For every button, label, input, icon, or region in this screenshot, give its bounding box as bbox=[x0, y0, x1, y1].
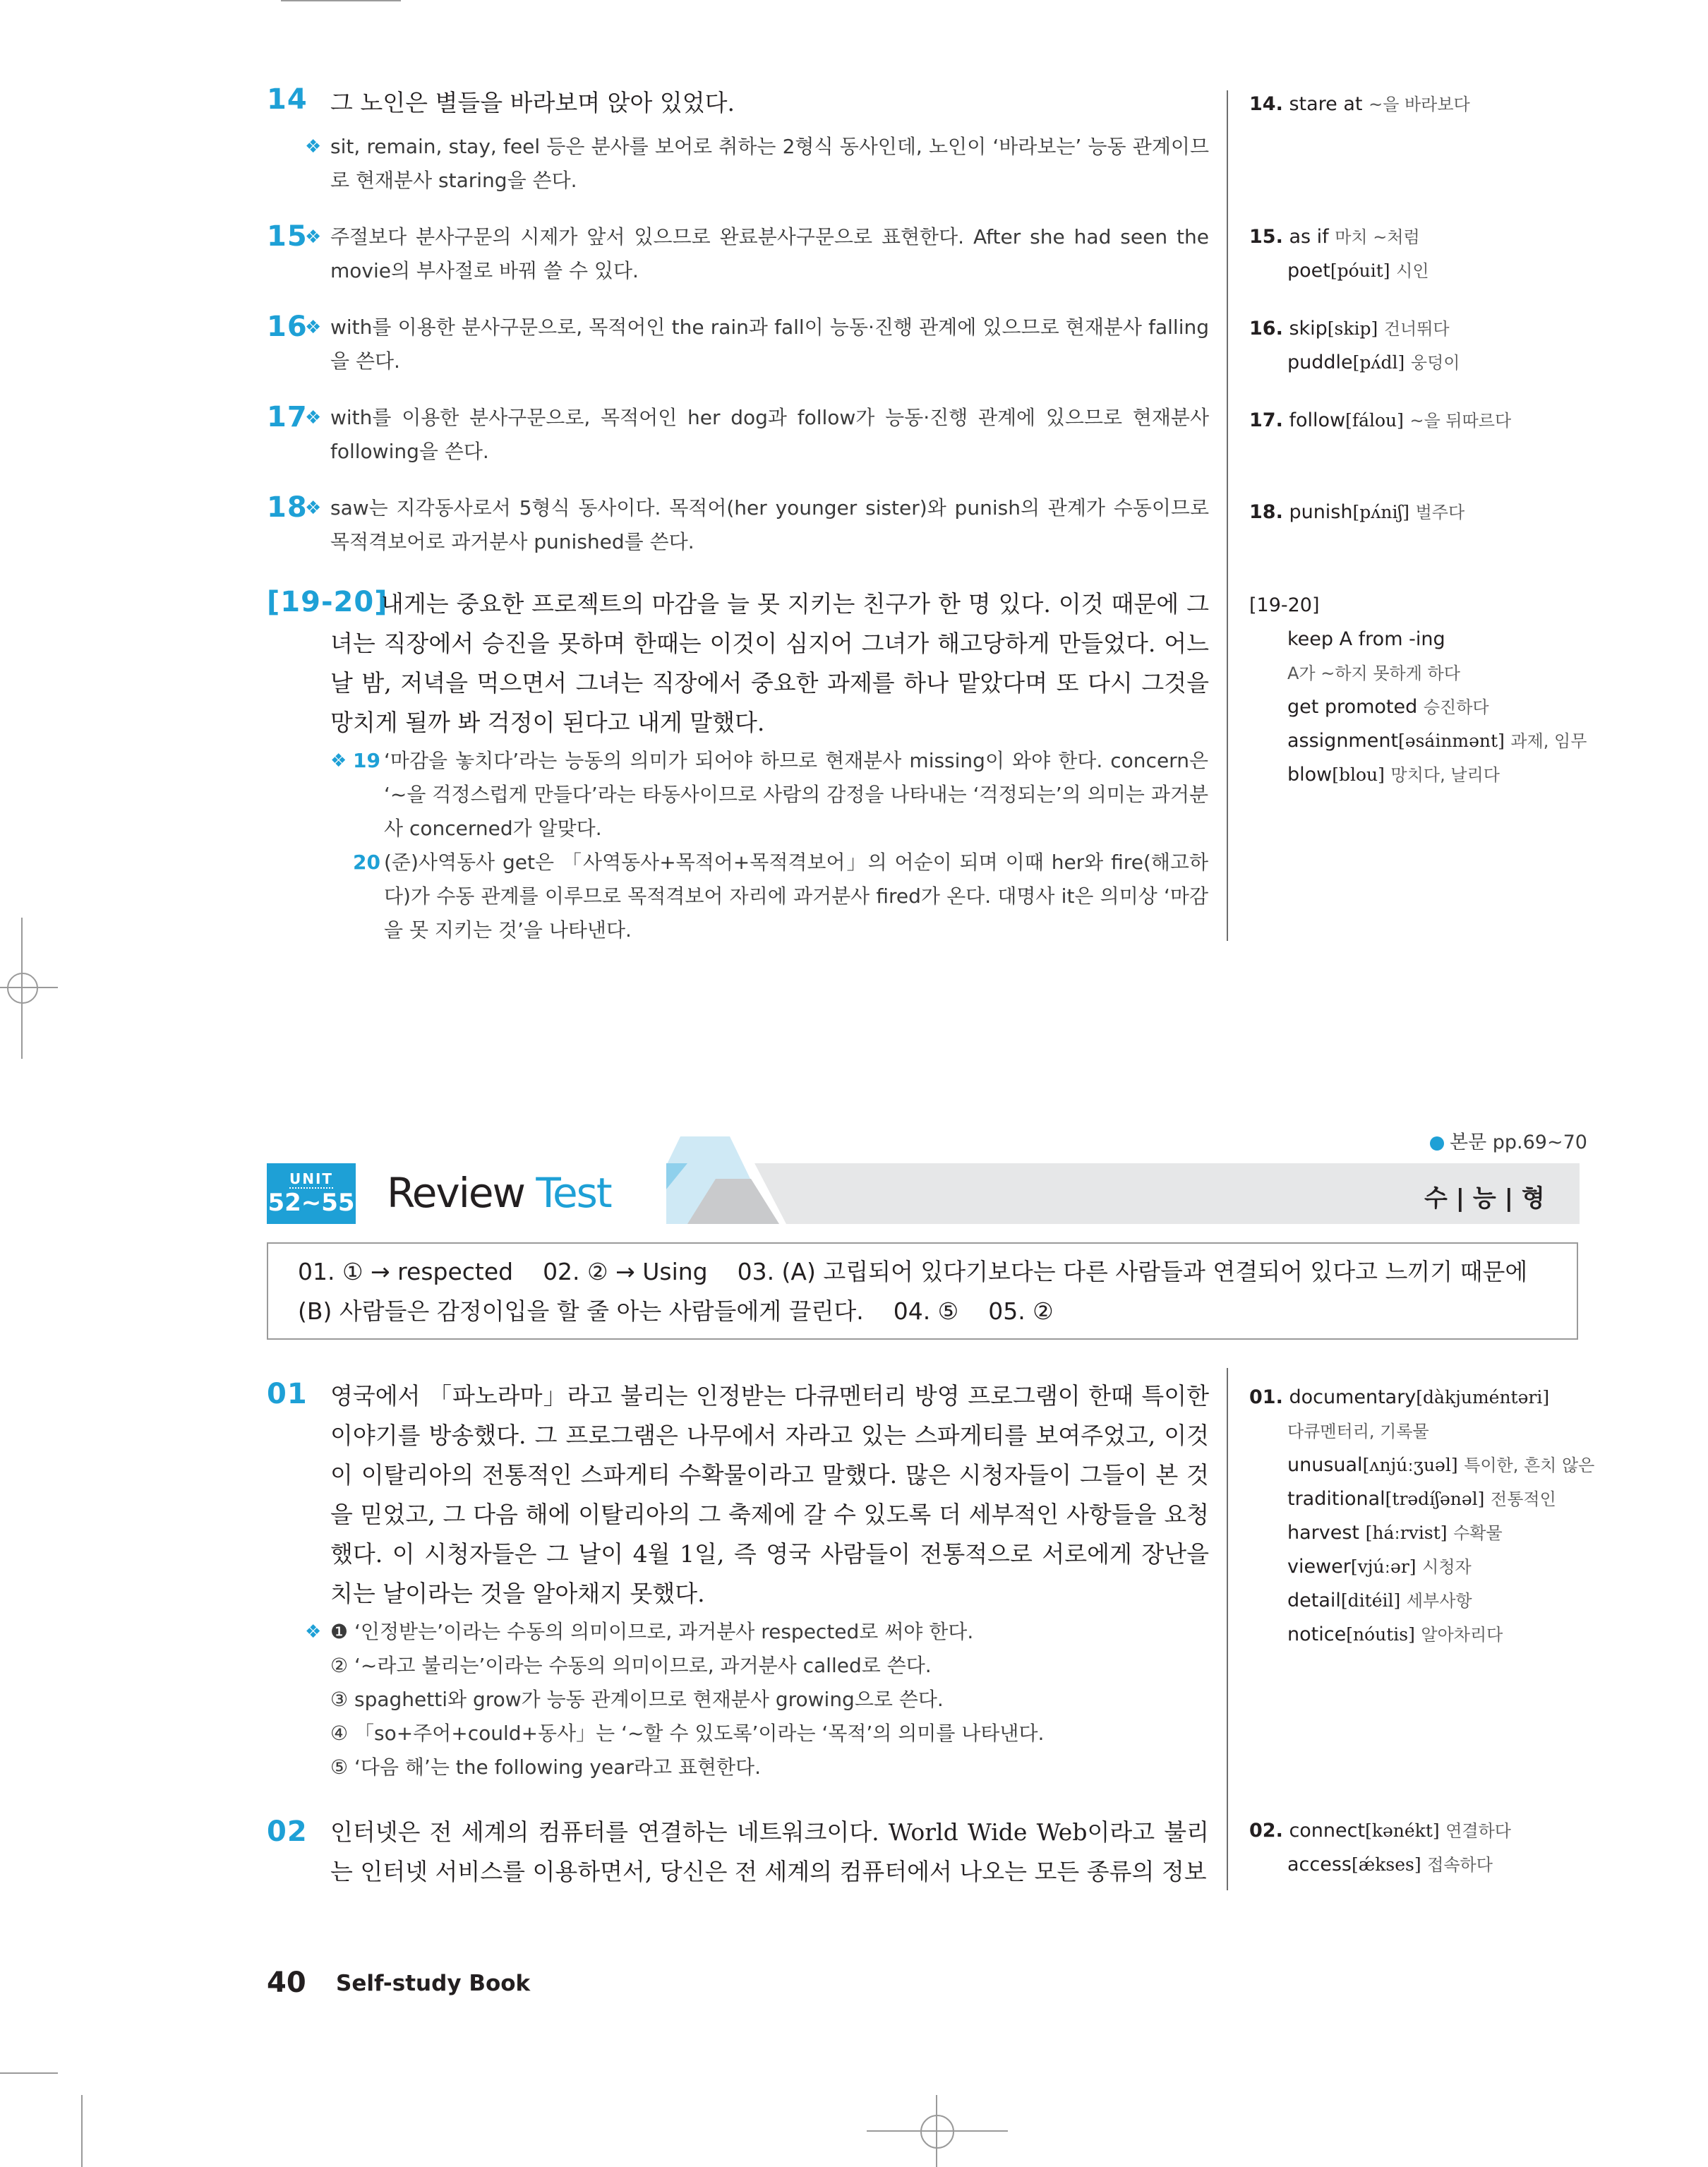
vocab-meaning: A가 ~하지 못하게 하다 bbox=[1287, 664, 1460, 683]
vocab-meaning: 승진하다 bbox=[1423, 697, 1489, 717]
vocab-number: 15. bbox=[1249, 226, 1283, 248]
vocab-number: [19-20] bbox=[1249, 594, 1320, 616]
q14-note-text: sit, remain, stay, feel 등은 분사를 보어로 취하는 2형식 동사인데, 노인이 ‘바라보는’ 능동 관계이므로 현재분사 staring을 쓴다. bbox=[330, 135, 1209, 192]
vocab-meaning: 연결하다 bbox=[1445, 1821, 1511, 1841]
r01-note-1: ❶ ‘인정받는’이라는 수동의 의미이므로, 과거분사 respected로 써야 한다. bbox=[330, 1620, 974, 1643]
vocab-line bbox=[1249, 1618, 1594, 1652]
vocab-word: blow bbox=[1287, 764, 1333, 786]
vocab-meaning: 전통적인 bbox=[1491, 1489, 1556, 1509]
vocab-number: 18. bbox=[1249, 501, 1283, 523]
vocab-meaning: 과제, 임무 bbox=[1510, 731, 1587, 751]
vocab-word: notice bbox=[1287, 1623, 1347, 1645]
r01-notes bbox=[305, 1615, 1209, 1784]
vocab-meaning: 망치다, 날리다 bbox=[1390, 765, 1500, 785]
r01-note-3: ③ spaghetti와 grow가 능동 관계이므로 현재분사 growing으로 쓴다. bbox=[330, 1688, 944, 1711]
vocab-word: traditional bbox=[1287, 1488, 1385, 1510]
question-number-17: 17 bbox=[267, 401, 308, 433]
q17-note bbox=[305, 401, 1209, 469]
answers-line-2: (B) 사람들은 감정이입을 할 줄 아는 사람들에게 끌린다. 04. ⑤ 05. ② bbox=[298, 1297, 1054, 1325]
review-number-02: 02 bbox=[267, 1815, 308, 1848]
r01-translation: 영국에서 「파노라마」라고 불리는 인정받는 다큐멘터리 방영 프로그램이 한때 특이한 이야기를 방송했다. 그 프로그램은 나무에서 자라고 있는 스파게티를 보여주었고, 이것이 이탈리아의 전통적인 스파게티 수확물이라고 말했다. 많은 시청자들이 그들이 본 것을 믿었고, 그 다음 해에 이탈리아의 그 축제에 갈 수 있도록 더 세부적인 사항들을 요청했다. 이 시청자들은 그 날이 4월 1일, 즉 영국 사람들이 전통적으로 서로에게 장난을 치는 날이라는 것을 알아채지 못했다. bbox=[330, 1382, 1209, 1607]
vocab-line bbox=[1249, 1848, 1511, 1882]
vocab-meaning: ~을 뒤따르다 bbox=[1409, 411, 1512, 431]
vocab-pronunciation: [dàkjuméntəri] bbox=[1416, 1387, 1550, 1407]
note-19-number: 19 bbox=[353, 749, 380, 772]
vocab-word: access bbox=[1287, 1854, 1352, 1875]
page-reference-text: 본문 pp.69~70 bbox=[1450, 1131, 1587, 1153]
vocab-pronunciation: [háːrvist] bbox=[1365, 1523, 1448, 1543]
diamond-bullet-icon: ❖ bbox=[305, 317, 322, 338]
q15-note-text: 주절보다 분사구문의 시제가 앞서 있으므로 완료분사구문으로 표현한다. After she had seen the movie의 부사절로 바꿔 쓸 수 있다. bbox=[330, 225, 1209, 282]
vocab-line bbox=[1249, 254, 1429, 288]
crop-mark-bottom-left bbox=[0, 2072, 58, 2074]
vocab-pronunciation: [əsáinmənt] bbox=[1398, 731, 1505, 751]
vocab-word: skip bbox=[1289, 318, 1328, 340]
diamond-bullet-icon: ❖ bbox=[305, 136, 322, 157]
vocab-pronunciation: [ǽkses] bbox=[1351, 1854, 1421, 1875]
vocab-word: connect bbox=[1289, 1820, 1366, 1842]
vocab-meaning: 시인 bbox=[1396, 261, 1429, 281]
vocab-word: unusual bbox=[1287, 1454, 1363, 1476]
vocab-number: 17. bbox=[1249, 409, 1283, 431]
vocab-word: assignment bbox=[1287, 730, 1399, 752]
vocab-line bbox=[1249, 1516, 1594, 1550]
diamond-bullet-icon: ❖ bbox=[330, 750, 347, 772]
vocab-meaning: 수확물 bbox=[1453, 1523, 1503, 1543]
diamond-bullet-icon: ❖ bbox=[305, 407, 322, 428]
vocab-pronunciation: [póuit] bbox=[1330, 260, 1390, 281]
vocab-word: as if bbox=[1289, 226, 1329, 248]
vocab-pronunciation: [skip] bbox=[1327, 318, 1378, 339]
vocab-word: punish bbox=[1289, 501, 1353, 523]
vocab-meaning: 알아차리다 bbox=[1421, 1625, 1503, 1645]
q16-note bbox=[305, 311, 1209, 378]
vocab-number: 14. bbox=[1249, 93, 1283, 115]
answers-line-1: 01. ① → respected 02. ② → Using 03. (A) 고립되어 있다기보다는 다른 사람들과 연결되어 있다고 느끼기 때문에 bbox=[298, 1258, 1528, 1285]
question-number-19-20: [19-20] bbox=[267, 586, 388, 618]
vocab-pronunciation: [trədíʃənəl] bbox=[1385, 1489, 1485, 1509]
q18-note-text: saw는 지각동사로서 5형식 동사이다. 목적어(her younger sister)와 punish의 관계가 수동이므로 목적격보어로 과거분사 punished를 쓴다. bbox=[330, 496, 1209, 553]
vocab-word: get promoted bbox=[1287, 696, 1418, 718]
crop-mark-bottom-left-v bbox=[81, 2095, 83, 2167]
vocab-16 bbox=[1249, 312, 1460, 380]
vocab-meaning: 다큐멘터리, 기록물 bbox=[1287, 1422, 1429, 1441]
q14-translation: 그 노인은 별들을 바라보며 앉아 있었다. bbox=[330, 89, 735, 116]
r01-note-2: ② ‘~라고 불리는’이라는 수동의 의미이므로, 과거분사 called로 쓴다. bbox=[330, 1654, 932, 1677]
q16-note-text: with를 이용한 분사구문으로, 목적어인 the rain과 fall이 능동·진행 관계에 있으므로 현재분사 falling을 쓴다. bbox=[330, 316, 1209, 373]
vocab-pronunciation: [kənékt] bbox=[1365, 1820, 1440, 1841]
vocab-line bbox=[1249, 346, 1460, 380]
vocab-line bbox=[1249, 1482, 1594, 1516]
vocab-word: follow bbox=[1289, 409, 1346, 431]
vocab-pronunciation: [pʌ́niʃ] bbox=[1352, 502, 1410, 522]
unit-badge bbox=[267, 1163, 356, 1224]
vocab-meaning: ~을 바라보다 bbox=[1369, 95, 1470, 114]
vocab-word: detail bbox=[1287, 1590, 1341, 1611]
vocab-pronunciation: [blou] bbox=[1332, 764, 1385, 785]
diamond-bullet-icon: ❖ bbox=[305, 227, 322, 248]
crop-mark-top bbox=[281, 0, 401, 1]
note-20-number: 20 bbox=[353, 851, 380, 874]
vocab-word: keep A from -ing bbox=[1287, 628, 1445, 650]
vocab-number: 02. bbox=[1249, 1820, 1283, 1842]
review-test-title bbox=[387, 1165, 611, 1221]
page-number: 40 bbox=[267, 1967, 306, 1999]
vocab-meaning: 접속하다 bbox=[1427, 1855, 1493, 1875]
vocab-number: 16. bbox=[1249, 318, 1283, 340]
vocab-meaning: 건너뛰다 bbox=[1383, 319, 1450, 339]
vocab-meaning: 특이한, 흔치 않은 bbox=[1464, 1455, 1595, 1475]
q19-note bbox=[330, 744, 1208, 846]
vocab-meaning: 마치 ~처럼 bbox=[1335, 227, 1420, 247]
vocab-line bbox=[1249, 1584, 1594, 1618]
q20-note-text: (준)사역동사 get은 「사역동사+목적어+목적격보어」의 어순이 되며 이때 her와 fire(해고하다)가 수동 관계를 이루므로 목적격보어 자리에 과거분사 fired가 온다. 대명사 it은 의미상 ‘마감을 못 지키는 것’을 나타낸다. bbox=[384, 851, 1208, 942]
column-divider-top bbox=[1227, 90, 1228, 941]
question-number-14: 14 bbox=[267, 83, 308, 116]
r01-note-5: ⑤ ‘다음 해’는 the following year라고 표현한다. bbox=[330, 1755, 761, 1779]
page-reference bbox=[1430, 1127, 1587, 1154]
unit-range: 52~55 bbox=[267, 1189, 355, 1217]
vocab-r01 bbox=[1249, 1381, 1594, 1652]
answer-box bbox=[267, 1242, 1578, 1340]
book-title: Self-study Book bbox=[336, 1971, 531, 1996]
vocab-word: viewer bbox=[1287, 1556, 1351, 1578]
q18-note bbox=[305, 491, 1209, 559]
column-divider-bottom bbox=[1227, 1368, 1228, 1890]
r01-note-4: ④ 「so+주어+could+동사」는 ‘~할 수 있도록’이라는 ‘목적’의 의미를 나타낸다. bbox=[330, 1722, 1045, 1745]
vocab-word: documentary bbox=[1289, 1386, 1417, 1408]
vocab-pronunciation: [fálou] bbox=[1345, 410, 1404, 431]
q19-note-text: ‘마감을 놓치다’라는 능동의 의미가 되어야 하므로 현재분사 missing이 와야 한다. concern은 ‘~을 걱정스럽게 만들다’라는 타동사이므로 사람의 감정을 나타내는 ‘걱정되는’의 의미는 과거분사 concerned가 알맞다. bbox=[384, 749, 1208, 840]
question-number-15: 15 bbox=[267, 220, 308, 253]
vocab-pronunciation: [vjúːər] bbox=[1350, 1556, 1417, 1577]
q14-note bbox=[305, 130, 1209, 198]
vocab-14 bbox=[1249, 88, 1470, 121]
vocab-word: stare at bbox=[1289, 93, 1363, 115]
vocab-line bbox=[1249, 1550, 1594, 1584]
question-number-18: 18 bbox=[267, 491, 308, 524]
unit-label: UNIT bbox=[289, 1170, 334, 1187]
vocab-line bbox=[1249, 1448, 1594, 1482]
vocab-15 bbox=[1249, 220, 1429, 288]
diamond-bullet-icon: ❖ bbox=[305, 498, 322, 519]
q19-20-translation: 내게는 중요한 프로젝트의 마감을 늘 못 지키는 친구가 한 명 있다. 이것 때문에 그녀는 직장에서 승진을 못하며 한때는 이것이 심지어 그녀가 해고당하게 만들었다. 어느 날 밤, 저녁을 먹으면서 그녀는 직장에서 중요한 과제를 하나 맡았다며 또 다시 그것을 망치게 될까 봐 걱정이 된다고 내게 말했다. bbox=[330, 590, 1209, 736]
registration-mark-left bbox=[7, 973, 38, 1004]
title-review: Review bbox=[387, 1169, 524, 1217]
vocab-19-20 bbox=[1249, 589, 1587, 792]
diamond-bullet-icon: ❖ bbox=[305, 1621, 322, 1643]
vocab-pronunciation: [pʌ́dl] bbox=[1352, 352, 1405, 373]
vocab-line bbox=[1249, 690, 1587, 724]
vocab-pronunciation: [ditéil] bbox=[1340, 1590, 1401, 1611]
vocab-meaning: 웅덩이 bbox=[1410, 353, 1460, 373]
title-test: Test bbox=[536, 1169, 611, 1217]
registration-mark-bottom bbox=[920, 2115, 954, 2149]
vocab-meaning: 세부사항 bbox=[1406, 1591, 1472, 1611]
vocab-line bbox=[1249, 758, 1587, 792]
vocab-pronunciation: [nóutis] bbox=[1346, 1624, 1415, 1645]
vocab-18 bbox=[1249, 496, 1465, 529]
vocab-r02 bbox=[1249, 1814, 1511, 1882]
vocab-meaning: 시청자 bbox=[1422, 1557, 1472, 1577]
vocab-line bbox=[1249, 724, 1587, 758]
vocab-17 bbox=[1249, 404, 1511, 438]
review-number-01: 01 bbox=[267, 1378, 308, 1410]
q20-note bbox=[353, 846, 1208, 947]
q17-note-text: with를 이용한 분사구문으로, 목적어인 her dog과 follow가 능동·진행 관계에 있으므로 현재분사 following을 쓴다. bbox=[330, 406, 1209, 463]
vocab-word: harvest bbox=[1287, 1522, 1360, 1544]
vocab-word: puddle bbox=[1287, 352, 1353, 373]
q15-note bbox=[305, 220, 1209, 288]
vocab-pronunciation: [ʌnjúːʒuəl] bbox=[1362, 1455, 1458, 1475]
blue-dot-icon bbox=[1430, 1136, 1444, 1151]
question-number-16: 16 bbox=[267, 311, 308, 343]
exam-type-tag: 수 | 능 | 형 bbox=[1424, 1184, 1545, 1213]
r02-translation: 인터넷은 전 세계의 컴퓨터를 연결하는 네트워크이다. World Wide Web이라고 불리는 인터넷 서비스를 이용하면서, 당신은 전 세계의 컴퓨터에서 나오는 모든 종류의 정보 bbox=[330, 1818, 1209, 1885]
vocab-number: 01. bbox=[1249, 1386, 1283, 1408]
vocab-meaning: 벌주다 bbox=[1415, 503, 1465, 522]
vocab-word: poet bbox=[1287, 260, 1330, 282]
